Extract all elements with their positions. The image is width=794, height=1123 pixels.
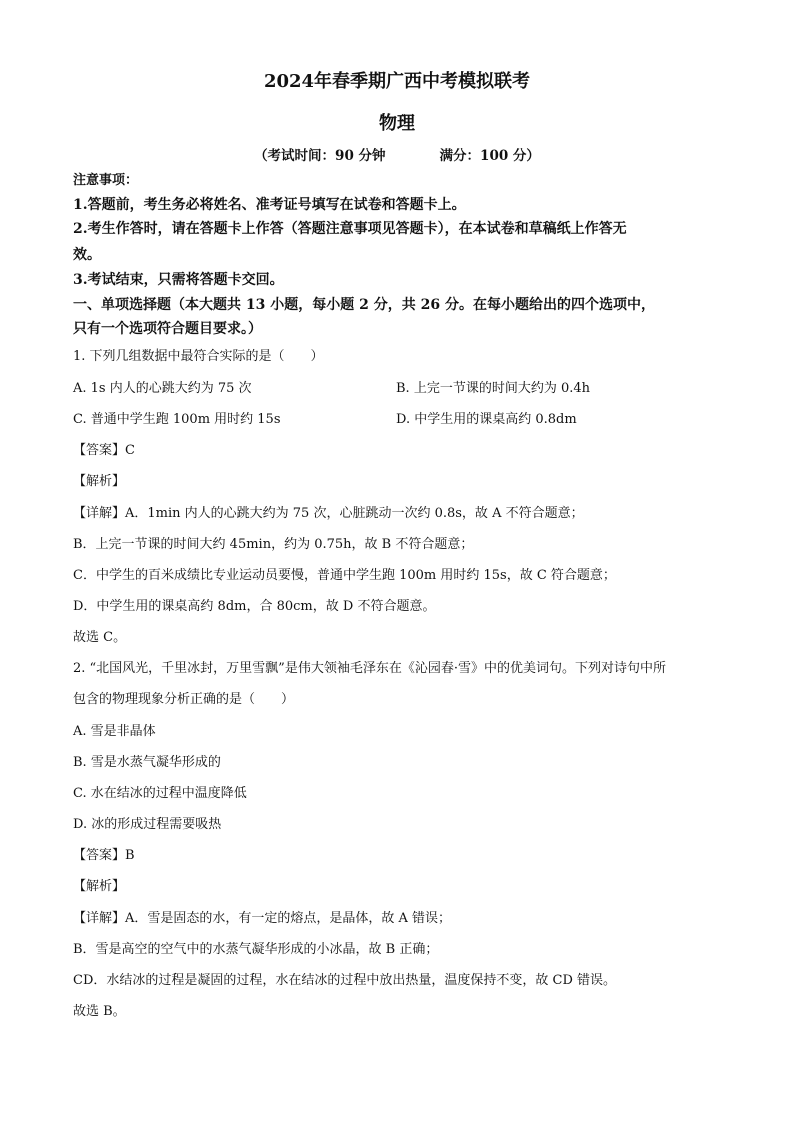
q1-conclusion: 故选 C。: [73, 630, 127, 645]
q2-option-d: D. 冰的形成过程需要吸热: [73, 817, 222, 832]
q1-explain-line: D．中学生用的课桌高约 8dm，合 80cm，故 D 不符合题意。: [73, 599, 436, 614]
question-2-stem: 2. “北国风光，千里冰封，万里雪飘”是伟大领袖毛泽东在《沁园春·雪》中的优美词句。下列对诗句中所: [73, 661, 666, 676]
q1-explain-line: C．中学生的百米成绩比专业运动员要慢，普通中学生跑 100m 用时约 15s，故 C 符合题意；: [73, 568, 616, 583]
q2-option-b: B. 雪是水蒸气凝华形成的: [73, 755, 221, 770]
section-heading-cont: 只有一个选项符合题目要求。）: [73, 321, 262, 337]
note-item: 效。: [73, 247, 101, 263]
note-item: 3.考试结束，只需将答题卡交回。: [73, 272, 284, 288]
note-item: 1.答题前，考生务必将姓名、准考证号填写在试卷和答题卡上。: [73, 197, 466, 213]
q2-conclusion: 故选 B。: [73, 1004, 126, 1019]
q2-option-c: C. 水在结冰的过程中温度降低: [73, 786, 247, 801]
note-item: 2.考生作答时，请在答题卡上作答（答题注意事项见答题卡），在本试卷和草稿纸上作答无: [73, 221, 627, 237]
q2-option-a: A. 雪是非晶体: [73, 724, 156, 739]
question-2-stem-cont: 包含的物理现象分析正确的是（ ）: [73, 692, 295, 707]
q1-answer: 【答案】C: [73, 443, 135, 458]
q1-explain-line: 【详解】A．1min 内人的心跳大约为 75 次，心脏跳动一次约 0.8s，故 A 不符合题意；: [73, 506, 584, 521]
q2-analysis-label: 【解析】: [73, 879, 126, 894]
q1-option-d: D. 中学生用的课桌高约 0.8dm: [396, 412, 577, 427]
question-1-stem: 1. 下列几组数据中最符合实际的是（ ）: [73, 349, 324, 364]
q2-explain-line: B．雪是高空的空气中的水蒸气凝华形成的小冰晶，故 B 正确；: [73, 942, 439, 957]
q1-analysis-label: 【解析】: [73, 474, 126, 489]
exam-info: （考试时间：90 分钟 满分：100 分）: [254, 148, 540, 164]
notes-heading: 注意事项：: [73, 173, 139, 188]
q1-explain-line: B．上完一节课的时间大约 45min，约为 0.75h，故 B 不符合题意；: [73, 537, 474, 552]
q2-explain-line: CD．水结冰的过程是凝固的过程，水在结冰的过程中放出热量，温度保持不变，故 CD 错误。: [73, 973, 617, 988]
q2-answer: 【答案】B: [73, 848, 135, 863]
q1-option-b: B. 上完一节课的时间大约为 0.4h: [396, 381, 590, 396]
subject-title: 物理: [379, 113, 415, 134]
q1-option-c: C. 普通中学生跑 100m 用时约 15s: [73, 412, 281, 427]
page-title: 2024年春季期广西中考模拟联考: [263, 71, 531, 92]
q2-explain-line: 【详解】A．雪是固态的水，有一定的熔点，是晶体，故 A 错误；: [73, 911, 452, 926]
section-heading: 一、单项选择题（本大题共 13 小题，每小题 2 分，共 26 分。在每小题给出的四个选项中，: [73, 297, 655, 313]
q1-option-a: A. 1s 内人的心跳大约为 75 次: [73, 381, 252, 396]
